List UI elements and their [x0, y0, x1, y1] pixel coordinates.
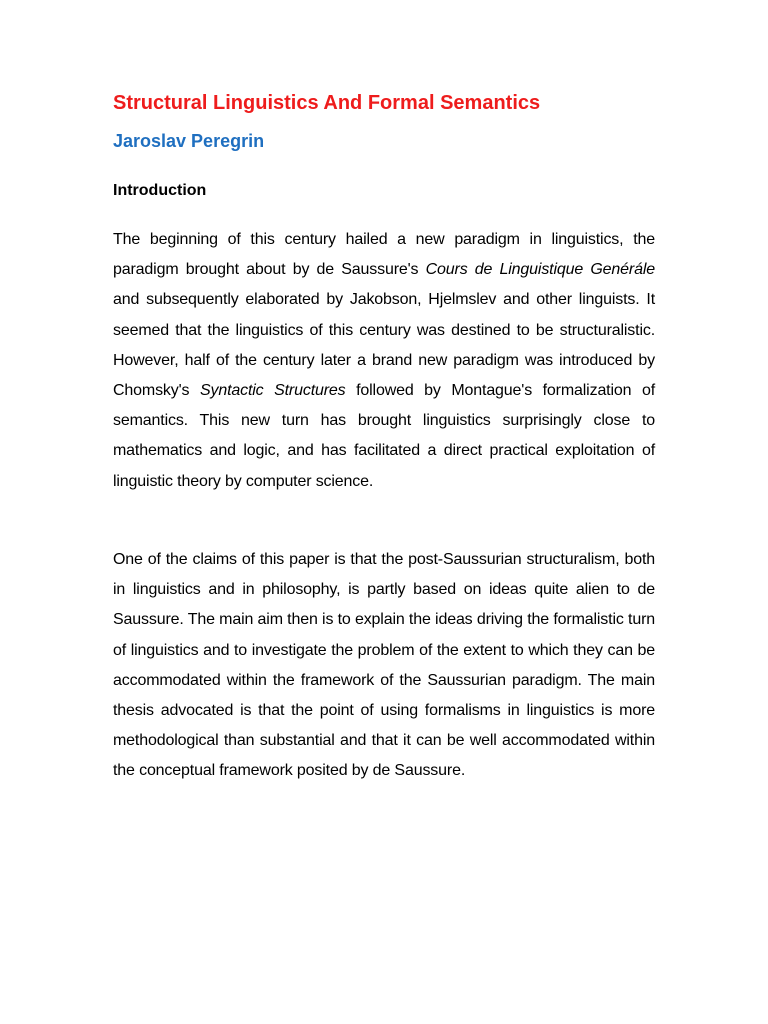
text-run: The beginning of this century hailed a new paradigm in linguistics, the paradigm brought about by de Saussure's: [113, 231, 655, 279]
paragraph: [113, 545, 655, 787]
text-run: and subsequently elaborated by Jakobson, Hjelmslev and other linguists. It seemed that the linguistics of this century was destined to be structuralistic. However, half of the century later a brand new paradigm was introduced by Chomsky's: [113, 291, 655, 400]
document-author: Jaroslav Peregrin: [113, 131, 265, 151]
text-run: One of the claims of this paper is that the post-Saussurian structuralism, both in linguistics and in philosophy, is partly based on ideas quite alien to de Saussure. The main aim then is to explain the ideas driving the formalistic turn of linguistics and to investigate the problem of the extent to which they can be accommodated within the framework of the Saussurian paradigm. The main thesis advocated is that the point of using formalisms in linguistics is more methodological than substantial and that it can be well accommodated within the conceptual framework posited by de Saussure.: [113, 551, 655, 780]
italic-text-run: Syntactic Structures: [199, 382, 346, 400]
italic-text-run: Cours de Linguistique Genérále: [425, 261, 655, 279]
document-title: Structural Linguistics And Formal Semantics: [113, 92, 541, 114]
paragraph: [113, 225, 655, 497]
section-heading: Introduction: [113, 182, 207, 199]
text-run: followed by Montague's formalization of semantics. This new turn has brought linguistics surprisingly close to mathematics and logic, and has facilitated a direct practical exploitation of linguistic theory by computer science.: [113, 382, 655, 490]
